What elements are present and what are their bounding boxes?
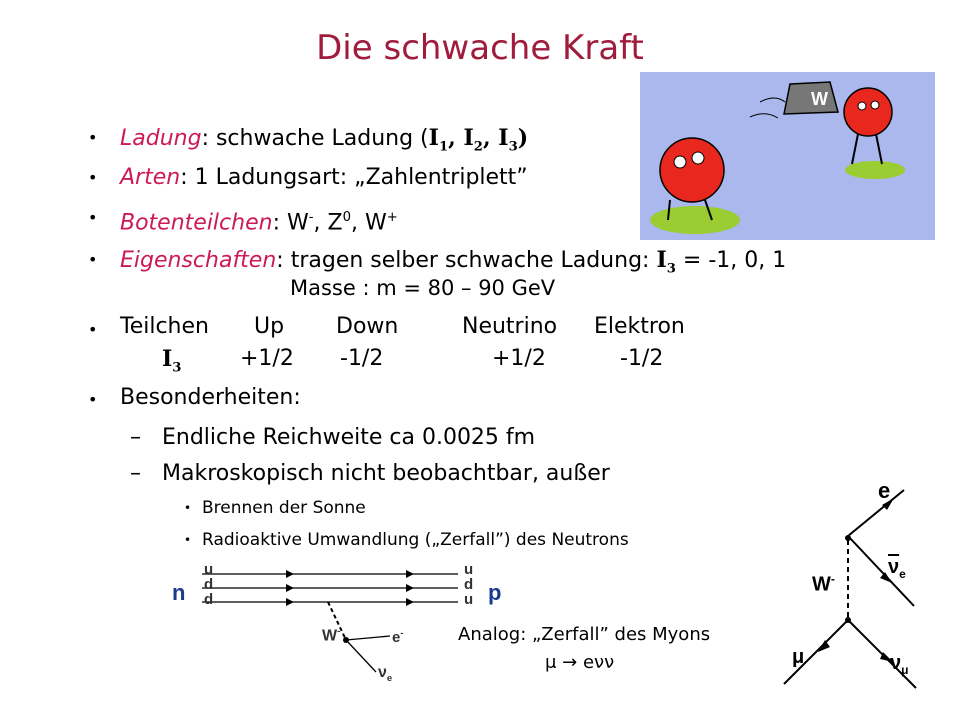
muon-mu-label: μ <box>792 646 805 668</box>
muon-e-label: e <box>878 478 891 503</box>
i3-down: -1/2 <box>340 346 384 371</box>
reichweite-text: Endliche Reichweite ca 0.0025 fm <box>162 425 536 450</box>
i3-elektron: -1/2 <box>620 346 664 371</box>
electron-label: e- <box>392 628 404 646</box>
bullet-marker: • <box>88 168 98 187</box>
bullet-marker: • <box>88 128 98 147</box>
makroskopisch-text: Makroskopisch nicht beobachtbar, außer <box>162 461 610 486</box>
col-neutrino: Neutrino <box>462 314 558 339</box>
bullet-marker: • <box>184 533 192 547</box>
keyword-ladung: Ladung <box>120 126 202 151</box>
myon-decay-formula: μ → eνν <box>545 652 615 673</box>
bullet-botenteilchen: Botenteilchen: W-, $Z^0$, W+ <box>120 210 398 236</box>
w-boson-label: W- <box>322 626 341 645</box>
page-title: Die schwache Kraft <box>316 28 644 68</box>
besonderheiten-label: Besonderheiten: <box>120 385 301 410</box>
muon-decay-diagram <box>770 488 950 708</box>
analog-text: Analog: „Zerfall” des Myons <box>458 624 711 645</box>
col-down: Down <box>336 314 399 339</box>
i3-neutrino: +1/2 <box>492 346 546 371</box>
bullet-marker: • <box>88 250 98 269</box>
antineutrino-label: $\nu_e$ <box>378 664 393 685</box>
sonne-text: Brennen der Sonne <box>202 498 366 518</box>
cartoon-illustration <box>640 72 935 240</box>
left-quarks: u d d <box>204 561 214 608</box>
bullet-marker: • <box>88 390 98 409</box>
bullet-marker: • <box>88 320 98 339</box>
sub-dash: – <box>130 425 141 450</box>
right-quarks: u d u <box>464 561 474 608</box>
keyword-botenteilchen: Botenteilchen <box>120 210 273 236</box>
keyword-eigenschaften: Eigenschaften <box>120 248 277 273</box>
col-elektron: Elektron <box>594 314 685 339</box>
bullet-marker: • <box>184 501 192 515</box>
neutron-text: Radioaktive Umwandlung („Zerfall”) des Neutrons <box>202 530 629 550</box>
antineutrino-e-label: $\overline{\nu}_e$ <box>888 556 906 581</box>
neutrino-mu-label: $\nu_\mu$ <box>890 652 909 677</box>
eigenschaften-masse: Masse : m = 80 – 90 GeV <box>290 276 556 300</box>
svg-text:W: W <box>811 89 828 109</box>
bullet-arten: Arten: 1 Ladungsart: „Zahlentriplett” <box>120 165 528 190</box>
sub-dash: – <box>130 461 141 486</box>
teilchen-label: Teilchen <box>120 314 209 339</box>
bullet-ladung: Ladung: schwache Ladung ($I_1$, $I_2$, $I_3$) <box>120 125 529 155</box>
col-up: Up <box>254 314 285 339</box>
muon-w-label: W- <box>812 572 835 596</box>
bullet-marker: • <box>88 208 98 227</box>
neutron-label: n <box>172 580 186 605</box>
i3-up: +1/2 <box>240 346 294 371</box>
proton-label: p <box>488 580 502 605</box>
keyword-arten: Arten <box>120 165 181 190</box>
i3-label: $I_3$ <box>162 346 182 376</box>
bullet-text: : schwache Ladung ( <box>201 126 429 151</box>
bullet-eigenschaften: Eigenschaften: tragen selber schwache Ladung: $I_3 = -1$, 0, 1 <box>120 247 787 277</box>
